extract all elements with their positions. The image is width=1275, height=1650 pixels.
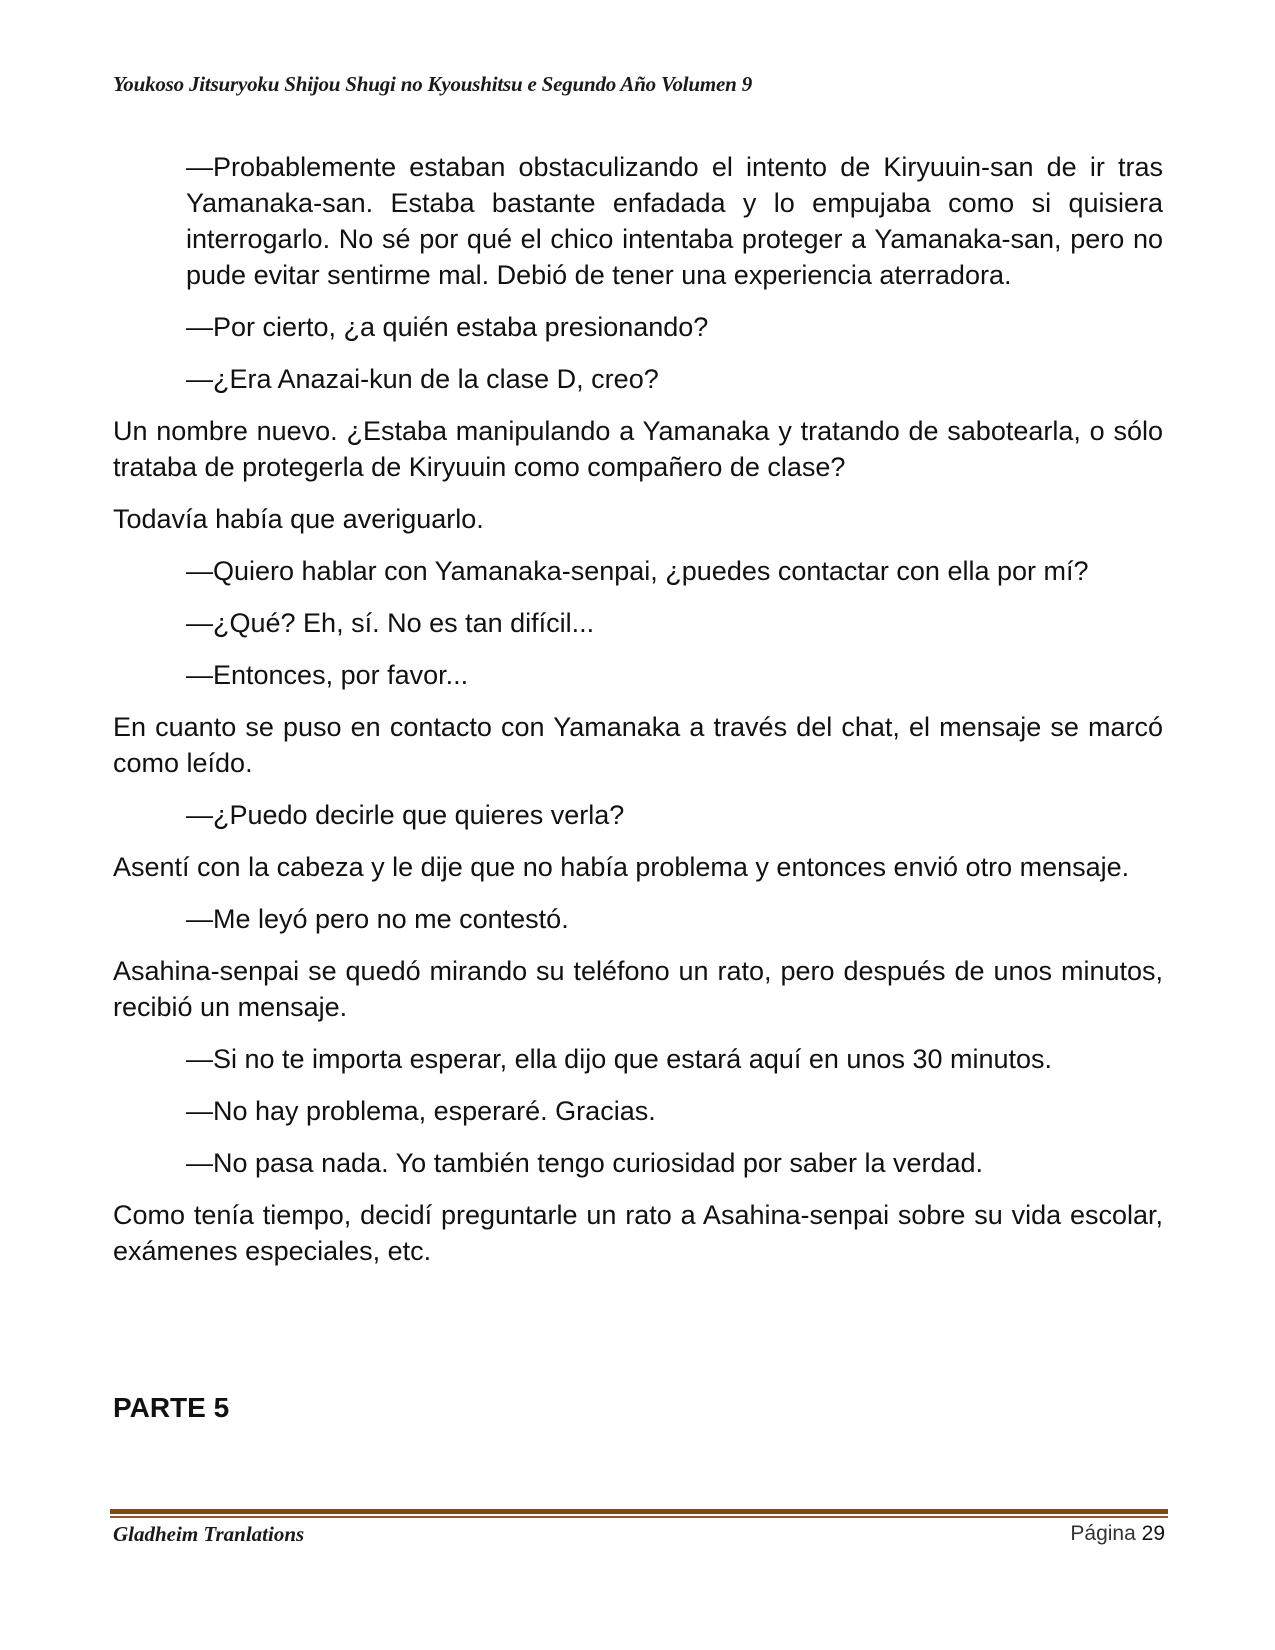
dialogue-paragraph: —Me leyó pero no me contestó. <box>186 904 569 934</box>
body-text <box>113 149 1163 1285</box>
narration-paragraph: Asentí con la cabeza y le dije que no había problema y entonces envió otro mensaje. <box>113 852 1130 882</box>
dialogue-paragraph: —¿Era Anazai-kun de la clase D, creo? <box>186 364 659 394</box>
dialogue-paragraph: —¿Qué? Eh, sí. No es tan difícil... <box>186 608 595 638</box>
dialogue-paragraph: —No hay problema, esperaré. Gracias. <box>186 1096 656 1126</box>
narration-paragraph: Todavía había que averiguarlo. <box>113 504 484 534</box>
dialogue-paragraph: —Probablemente estaban obstaculizando el intento de Kiryuuin-san de ir tras Yamanaka-san. Estaba bastante enfadada y lo empujaba como si quisiera interrogarlo. No sé por qué el chico intentaba proteger a Yamanaka-san, pero no pude evitar sentirme mal. Debió de tener una experiencia aterradora. <box>186 152 1163 290</box>
narration-paragraph: En cuanto se puso en contacto con Yamanaka a través del chat, el mensaje se marcó como leído. <box>113 712 1163 778</box>
narration-paragraph: Un nombre nuevo. ¿Estaba manipulando a Yamanaka y tratando de sabotearla, o sólo trataba de protegerla de Kiryuuin como compañero de clase? <box>113 416 1163 482</box>
narration-paragraph: Asahina-senpai se quedó mirando su teléfono un rato, pero después de unos minutos, recibió un mensaje. <box>113 956 1163 1022</box>
dialogue-paragraph: —Entonces, por favor... <box>186 660 469 690</box>
section-heading: PARTE 5 <box>113 1392 230 1423</box>
dialogue-paragraph: —¿Puedo decirle que quieres verla? <box>186 800 625 830</box>
dialogue-paragraph: —Por cierto, ¿a quién estaba presionando? <box>186 312 709 342</box>
page-number-block <box>1070 1522 1165 1546</box>
dialogue-paragraph: —Si no te importa esperar, ella dijo que estará aquí en unos 30 minutos. <box>186 1044 1053 1074</box>
page-label: Página <box>1070 1522 1136 1545</box>
footer-divider-thick <box>110 1509 1168 1514</box>
footer-divider-thin <box>110 1516 1168 1518</box>
running-header: Youkoso Jitsuryoku Shijou Shugi no Kyoushitsu e Segundo Año Volumen 9 <box>113 72 752 96</box>
page-number: 29 <box>1141 1522 1165 1545</box>
dialogue-paragraph: —No pasa nada. Yo también tengo curiosidad por saber la verdad. <box>186 1148 984 1178</box>
dialogue-paragraph: —Quiero hablar con Yamanaka-senpai, ¿puedes contactar con ella por mí? <box>186 556 1089 586</box>
footer-translator: Gladheim Tranlations <box>113 1522 305 1546</box>
narration-paragraph: Como tenía tiempo, decidí preguntarle un rato a Asahina-senpai sobre su vida escolar, exámenes especiales, etc. <box>113 1200 1163 1266</box>
